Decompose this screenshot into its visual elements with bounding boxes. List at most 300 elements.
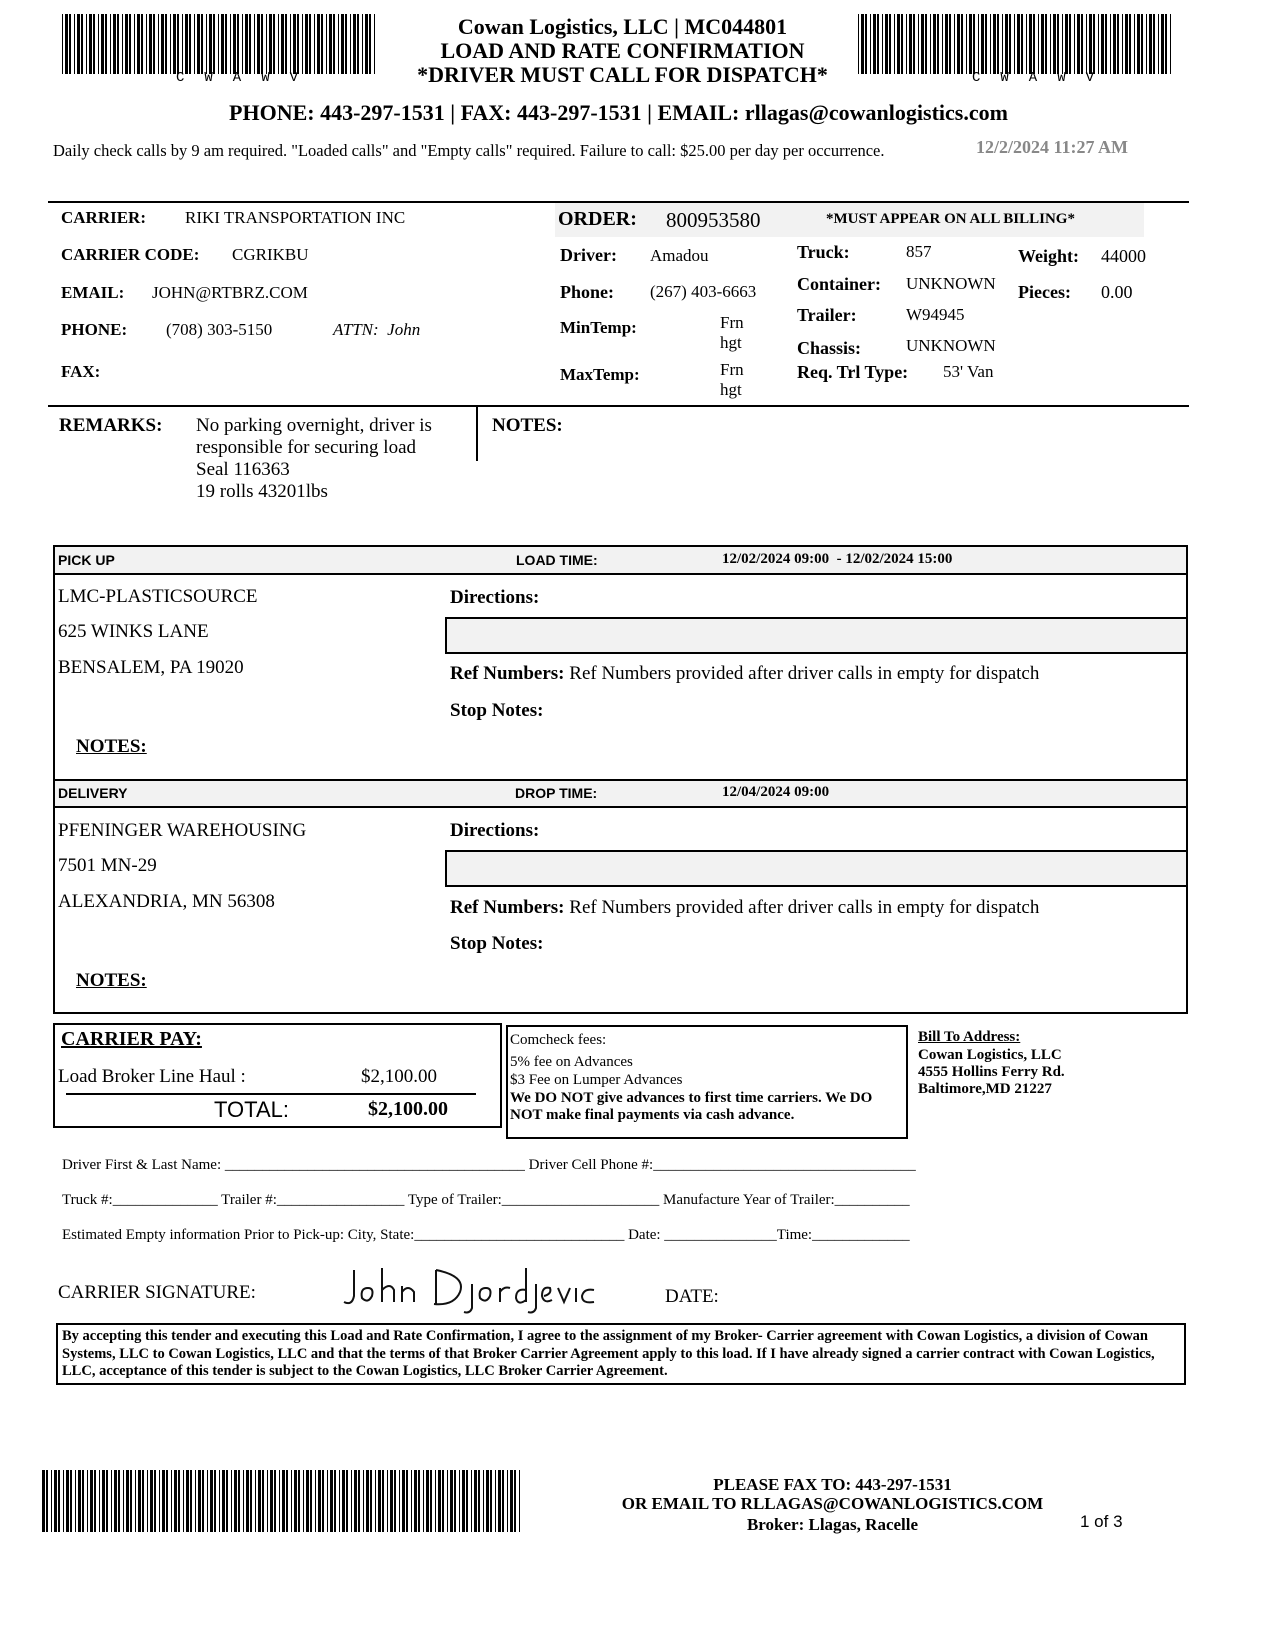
- barcode-bar: [414, 1470, 417, 1532]
- barcode-bar: [178, 1470, 180, 1532]
- barcode-bar: [113, 14, 116, 74]
- barcode-bar: [201, 14, 203, 74]
- barcode-bar: [1026, 14, 1027, 74]
- carrier-label: CARRIER:: [61, 208, 146, 227]
- carrier-name: RIKI TRANSPORTATION INC: [185, 208, 406, 227]
- barcode-bar: [162, 1470, 165, 1532]
- barcode-bar: [273, 14, 275, 74]
- total-value: $2,100.00: [368, 1098, 448, 1120]
- bill-to-line-3: Baltimore,MD 21227: [918, 1081, 1052, 1097]
- barcode-bar: [338, 14, 339, 74]
- barcode-bar: [1005, 14, 1008, 74]
- barcode-bar: [1089, 14, 1092, 74]
- barcode-bar: [302, 14, 303, 74]
- barcode-bar: [918, 14, 919, 74]
- barcode-bar: [1146, 14, 1147, 74]
- barcode-bar: [186, 1470, 189, 1532]
- barcode-bar: [126, 1470, 129, 1532]
- chassis-value: UNKNOWN: [906, 336, 996, 355]
- barcode-bar: [110, 14, 111, 74]
- notes-label: NOTES:: [492, 415, 563, 436]
- barcode-bar: [1141, 14, 1143, 74]
- barcode-bar: [1038, 14, 1039, 74]
- barcode-bar: [1057, 14, 1059, 74]
- req-trailer-type-value: 53' Van: [943, 362, 994, 381]
- barcode-bar: [858, 14, 859, 74]
- barcode-left: [62, 14, 380, 74]
- barcode-bar: [423, 1470, 424, 1532]
- barcode-bar: [310, 1470, 312, 1532]
- barcode-bar: [966, 14, 967, 74]
- drop-time-label: DROP TIME:: [515, 785, 598, 801]
- barcode-bar: [466, 1470, 468, 1532]
- barcode-bar: [93, 14, 95, 74]
- barcode-bar: [495, 1470, 496, 1532]
- pickup-stop-notes-label: Stop Notes:: [450, 700, 544, 721]
- pickup-city: BENSALEM, PA 19020: [58, 657, 244, 678]
- barcode-bar: [933, 14, 936, 74]
- company-line: Cowan Logistics, LLC | MC044801: [457, 14, 788, 39]
- barcode-bar: [246, 1470, 249, 1532]
- barcode-bar: [978, 14, 979, 74]
- pickup-ref-numbers: [450, 663, 1039, 685]
- remarks-line-4: 19 rolls 43201lbs: [196, 481, 328, 502]
- barcode-bar: [290, 14, 291, 74]
- agreement-text: By accepting this tender and executing this Load and Rate Confirmation, I agree to the assignment of my Broker- Carrier agreement with Cowan Logistics, a division of Cowan Systems, LLC to Cowan Logistics, LLC and that the terms of that Broker Carrier Agreement apply to this load. If I have already signed a carrier contract with Cowan Logistics, LLC, acceptance of this tender is subject to the Cowan Logistics, LLC Broker Carrier Agreement.: [62, 1328, 1155, 1379]
- barcode-bar: [350, 14, 351, 74]
- delivery-name: PFENINGER WAREHOUSING: [58, 820, 307, 841]
- barcode-bar: [1053, 14, 1056, 74]
- barcode-bar: [222, 1470, 225, 1532]
- barcode-bar: [498, 1470, 501, 1532]
- barcode-bar: [375, 1470, 376, 1532]
- pickup-notes-label: NOTES:: [76, 736, 147, 757]
- barcode-bar: [81, 14, 83, 74]
- pickup-directions-field: [445, 617, 1188, 654]
- barcode-bar: [159, 1470, 160, 1532]
- barcode-bar: [158, 14, 159, 74]
- barcode-bar: [318, 1470, 321, 1532]
- ref-numbers-value: Ref Numbers provided after driver calls in empty for dispatch: [569, 663, 1040, 684]
- barcode-bar: [62, 14, 63, 74]
- comcheck-title: Comcheck fees:: [510, 1032, 607, 1048]
- barcode-bar: [249, 14, 251, 74]
- barcode-bar: [894, 14, 895, 74]
- barcode-bar: [1165, 14, 1167, 74]
- delivery-stop-notes-label: Stop Notes:: [450, 933, 544, 954]
- barcode-bar: [89, 14, 92, 74]
- barcode-bar: [114, 1470, 117, 1532]
- barcode-bar: [293, 14, 296, 74]
- barcode-bar: [882, 14, 883, 74]
- barcode-bar: [1129, 14, 1131, 74]
- barcode-bar: [1153, 14, 1155, 74]
- barcode-bar: [314, 14, 315, 74]
- drop-time-value: 12/04/2024 09:00: [722, 784, 830, 800]
- contact-line: PHONE: 443-297-1531 | FAX: 443-297-1531 | EMAIL: rllagas@cowanlogistics.com: [229, 100, 1008, 125]
- driver-name-form-line[interactable]: Driver First & Last Name: ________________________________________ Driver Cell Phone #:___________________________________: [62, 1157, 916, 1173]
- barcode-bar: [153, 14, 155, 74]
- truck-value: 857: [906, 242, 932, 261]
- barcode-bar: [270, 1470, 273, 1532]
- barcode-bar: [901, 14, 903, 74]
- barcode-bar: [238, 1470, 240, 1532]
- barcode-bar: [75, 1470, 76, 1532]
- divider: [48, 405, 1189, 407]
- barcode-bar: [255, 1470, 256, 1532]
- barcode-bar: [58, 1470, 60, 1532]
- barcode-bar: [870, 14, 871, 74]
- barcode-bar: [282, 1470, 285, 1532]
- barcode-bar: [309, 14, 311, 74]
- barcode-bar: [430, 1470, 432, 1532]
- line-haul-value: $2,100.00: [361, 1066, 437, 1087]
- check-calls-note: Daily check calls by 9 am required. "Loaded calls" and "Empty calls" required. Failure to call: $25.00 per day per occurrence.: [53, 141, 885, 160]
- barcode-bar: [87, 1470, 88, 1532]
- barcode-bar: [442, 1470, 444, 1532]
- barcode-bar: [274, 1470, 276, 1532]
- barcode-bar: [209, 14, 212, 74]
- barcode-bar: [65, 14, 68, 74]
- barcode-bar: [909, 14, 912, 74]
- barcode-bar: [990, 14, 991, 74]
- barcode-bar: [303, 1470, 304, 1532]
- barcode-bar: [1029, 14, 1032, 74]
- delivery-city: ALEXANDRIA, MN 56308: [58, 891, 275, 912]
- barcode-bar: [411, 1470, 412, 1532]
- barcode-bar: [278, 14, 279, 74]
- carrier-signature-label: CARRIER SIGNATURE:: [58, 1282, 256, 1303]
- barcode-bar: [327, 1470, 328, 1532]
- barcode-bar: [182, 14, 183, 74]
- barcode-bar: [122, 14, 123, 74]
- page-number: 1 of 3: [1080, 1512, 1123, 1531]
- barcode-bar: [438, 1470, 441, 1532]
- bill-to-line-2: 4555 Hollins Ferry Rd.: [918, 1064, 1065, 1080]
- chassis-label: Chassis:: [797, 338, 862, 358]
- barcode-bar: [1170, 14, 1171, 74]
- mintemp-value-2: hgt: [720, 333, 742, 352]
- comcheck-line-1: 5% fee on Advances: [510, 1054, 633, 1070]
- maxtemp-label: MaxTemp:: [560, 365, 640, 384]
- barcode-bar: [330, 1470, 333, 1532]
- barcode-bar: [985, 14, 987, 74]
- barcode-bar: [502, 1470, 504, 1532]
- barcode-bar: [141, 14, 143, 74]
- total-label: TOTAL:: [214, 1097, 289, 1122]
- barcode-bar: [286, 1470, 288, 1532]
- barcode-bar: [462, 1470, 465, 1532]
- dispatch-note: *DRIVER MUST CALL FOR DISPATCH*: [417, 62, 828, 87]
- barcode-bar: [305, 14, 308, 74]
- barcode-bar: [341, 14, 344, 74]
- barcode-bar: [921, 14, 924, 74]
- footer-broker: Broker: Llagas, Racelle: [746, 1515, 919, 1534]
- barcode-bar: [333, 14, 335, 74]
- pieces-label: Pieces:: [1018, 282, 1071, 302]
- barcode-bar: [1009, 14, 1011, 74]
- barcode-bar: [149, 14, 152, 74]
- barcode-bar: [906, 14, 907, 74]
- barcode-bar: [873, 14, 876, 74]
- barcode-bar: [865, 14, 867, 74]
- barcode-bar: [63, 1470, 64, 1532]
- barcode-bar: [257, 14, 260, 74]
- barcode-bar: [42, 1470, 45, 1532]
- barcode-bar: [889, 14, 891, 74]
- ref-numbers-label: Ref Numbers:: [450, 663, 565, 684]
- barcode-bar: [1137, 14, 1140, 74]
- barcode-bar: [98, 14, 99, 74]
- pieces-value: 0.00: [1101, 282, 1133, 302]
- barcode-bar: [1158, 14, 1159, 74]
- delivery-header: [55, 781, 1186, 808]
- container-value: UNKNOWN: [906, 274, 996, 293]
- barcode-bar: [342, 1470, 345, 1532]
- barcode-bar: [418, 1470, 420, 1532]
- barcode-bar: [357, 14, 359, 74]
- carrier-attn: ATTN: John: [333, 320, 421, 339]
- barcode-bar: [46, 1470, 48, 1532]
- barcode-bar: [1069, 14, 1071, 74]
- barcode-bar: [219, 1470, 220, 1532]
- barcode-bar: [394, 1470, 396, 1532]
- signature-scribble: [340, 1262, 600, 1316]
- phone-label: PHONE:: [61, 320, 128, 339]
- barcode-bar: [185, 14, 188, 74]
- barcode-bar: [1050, 14, 1051, 74]
- barcode-bar: [315, 1470, 316, 1532]
- barcode-bar: [387, 1470, 388, 1532]
- barcode-bar: [137, 14, 140, 74]
- barcode-bar: [1021, 14, 1023, 74]
- driver-label: Driver:: [560, 245, 617, 265]
- barcode-bar: [183, 1470, 184, 1532]
- delivery-label: DELIVERY: [58, 785, 128, 801]
- barcode-bar: [125, 14, 128, 74]
- ref-numbers-label: Ref Numbers:: [450, 897, 565, 918]
- bill-to-label: Bill To Address:: [918, 1029, 1021, 1045]
- barcode-bar: [478, 1470, 480, 1532]
- barcode-bar: [111, 1470, 112, 1532]
- barcode-bar: [1117, 14, 1119, 74]
- barcode-bar: [90, 1470, 93, 1532]
- barcode-bar: [298, 1470, 300, 1532]
- barcode-bar: [1093, 14, 1095, 74]
- barcode-bar: [165, 14, 167, 74]
- maxtemp-value-2: hgt: [720, 380, 742, 399]
- barcode-bar: [254, 14, 255, 74]
- barcode-bar: [1045, 14, 1047, 74]
- driver-name: Amadou: [650, 246, 709, 265]
- barcode-bar: [146, 14, 147, 74]
- barcode-bar: [351, 1470, 352, 1532]
- barcode-bar: [1098, 14, 1099, 74]
- barcode-bar: [973, 14, 975, 74]
- barcode-bar: [135, 1470, 136, 1532]
- barcode-bar: [1017, 14, 1020, 74]
- barcode-bar: [363, 1470, 364, 1532]
- barcode-bar: [242, 14, 243, 74]
- maxtemp-value-1: Frn: [720, 360, 744, 379]
- carrier-code: CGRIKBU: [232, 245, 309, 264]
- barcode-bar: [317, 14, 320, 74]
- load-time-label: LOAD TIME:: [516, 552, 598, 568]
- empty-info-form-line[interactable]: Estimated Empty information Prior to Pick-up: City, State:____________________________ Date: _______________Time:_____________: [62, 1227, 910, 1243]
- barcode-bar: [447, 1470, 448, 1532]
- barcode-bar: [202, 1470, 204, 1532]
- truck-label: Truck:: [797, 242, 850, 262]
- barcode-bar: [490, 1470, 492, 1532]
- barcode-bar: [930, 14, 931, 74]
- barcode-bar: [105, 14, 107, 74]
- divider: [476, 407, 478, 461]
- barcode-bar: [997, 14, 999, 74]
- carrier-email: JOHN@RTBRZ.COM: [152, 283, 308, 302]
- pickup-name: LMC-PLASTICSOURCE: [58, 586, 258, 607]
- barcode-bar: [1122, 14, 1123, 74]
- pickup-header: [55, 547, 1186, 575]
- barcode-bar: [267, 1470, 268, 1532]
- barcode-bar: [66, 1470, 69, 1532]
- barcode-bar: [1065, 14, 1068, 74]
- barcode-bar: [993, 14, 996, 74]
- barcode-bar: [961, 14, 963, 74]
- barcode-bar: [70, 1470, 72, 1532]
- pickup-directions-label: Directions:: [450, 587, 540, 608]
- barcode-bar: [117, 14, 119, 74]
- barcode-bar: [1014, 14, 1015, 74]
- barcode-bar: [507, 1470, 508, 1532]
- truck-form-line[interactable]: Truck #:______________ Trailer #:_________________ Type of Trailer:_____________________ Manufacture Year of Trailer:__________: [62, 1192, 910, 1208]
- container-label: Container:: [797, 274, 881, 294]
- barcode-bar: [877, 14, 879, 74]
- timestamp: 12/2/2024 11:27 AM: [976, 137, 1128, 157]
- remarks-line-1: No parking overnight, driver is: [196, 415, 432, 436]
- barcode-bar: [378, 1470, 381, 1532]
- barcode-bar: [981, 14, 984, 74]
- barcode-bar: [285, 14, 287, 74]
- barcode-bar: [1033, 14, 1035, 74]
- barcode-bar: [118, 1470, 120, 1532]
- barcode-bar: [226, 1470, 228, 1532]
- document-title: LOAD AND RATE CONFIRMATION: [440, 38, 805, 63]
- barcode-bar: [486, 1470, 489, 1532]
- barcode-bar: [198, 1470, 201, 1532]
- barcode-right: [858, 14, 1176, 74]
- barcode-bar: [390, 1470, 393, 1532]
- barcode-bar: [231, 1470, 232, 1532]
- barcode-bar: [250, 1470, 252, 1532]
- trailer-value: W94945: [906, 305, 965, 324]
- carrier-signature: [340, 1262, 600, 1321]
- barcode-bar: [150, 1470, 153, 1532]
- barcode-bar: [291, 1470, 292, 1532]
- mintemp-label: MinTemp:: [560, 318, 637, 337]
- line-haul-label: Load Broker Line Haul :: [58, 1066, 246, 1087]
- barcode-bar: [218, 14, 219, 74]
- barcode-bar: [945, 14, 948, 74]
- barcode-bar: [374, 14, 375, 74]
- weight-value: 44000: [1101, 246, 1146, 266]
- barcode-bar: [957, 14, 960, 74]
- barcode-bar: [207, 1470, 208, 1532]
- barcode-bar: [510, 1470, 513, 1532]
- barcode-bar: [1062, 14, 1063, 74]
- barcode-bar: [954, 14, 955, 74]
- barcode-bar: [197, 14, 200, 74]
- barcode-bar: [161, 14, 164, 74]
- barcode-bar: [106, 1470, 108, 1532]
- barcode-bar: [99, 1470, 100, 1532]
- barcode-bar: [402, 1470, 405, 1532]
- barcode-bar: [1086, 14, 1087, 74]
- barcode-bar: [237, 14, 239, 74]
- barcode-bar: [474, 1470, 477, 1532]
- barcode-bar: [258, 1470, 261, 1532]
- barcode-bar: [1101, 14, 1104, 74]
- barcode-bar: [243, 1470, 244, 1532]
- barcode-bar: [101, 14, 104, 74]
- barcode-bar: [326, 14, 327, 74]
- barcode-bar: [174, 1470, 177, 1532]
- barcode-bar: [1077, 14, 1080, 74]
- barcode-bar: [230, 14, 231, 74]
- barcode-bar: [233, 14, 236, 74]
- barcode-bar: [82, 1470, 84, 1532]
- barcode-bar: [454, 1470, 456, 1532]
- weight-label: Weight:: [1018, 246, 1079, 266]
- barcode-bar: [354, 1470, 357, 1532]
- barcode-bar: [334, 1470, 336, 1532]
- barcode-bar: [206, 14, 207, 74]
- barcode-bar: [942, 14, 943, 74]
- barcode-bar: [194, 14, 195, 74]
- barcode-bar: [54, 1470, 57, 1532]
- barcode-bar: [154, 1470, 156, 1532]
- barcode-bar: [1161, 14, 1164, 74]
- barcode-footer: [42, 1470, 526, 1532]
- mintemp-value-1: Frn: [720, 313, 744, 332]
- barcode-bar: [129, 14, 131, 74]
- barcode-bar: [77, 14, 80, 74]
- barcode-bar: [1110, 14, 1111, 74]
- delivery-ref-numbers: [450, 897, 1039, 919]
- barcode-bar: [102, 1470, 105, 1532]
- barcode-bar: [69, 14, 71, 74]
- barcode-bar: [346, 1470, 348, 1532]
- barcode-bar: [142, 1470, 144, 1532]
- barcode-bar: [1149, 14, 1152, 74]
- barcode-bar: [297, 14, 299, 74]
- barcode-bar: [339, 1470, 340, 1532]
- barcode-bar: [171, 1470, 172, 1532]
- comcheck-line-2: $3 Fee on Lumper Advances: [510, 1072, 683, 1088]
- comcheck-policy: We DO NOT give advances to first time carriers. We DO NOT make final payments via cash advance.: [510, 1090, 873, 1123]
- barcode-bar: [366, 1470, 369, 1532]
- barcode-bar: [130, 1470, 132, 1532]
- remarks-line-2: responsible for securing load: [196, 437, 417, 458]
- pickup-street: 625 WINKS LANE: [58, 621, 209, 642]
- barcode-bar: [459, 1470, 460, 1532]
- delivery-directions-field: [445, 850, 1188, 887]
- barcode-bar: [519, 1470, 520, 1532]
- email-label: EMAIL:: [61, 283, 125, 302]
- barcode-bar: [51, 1470, 52, 1532]
- barcode-bar: [406, 1470, 408, 1532]
- barcode-bar: [362, 14, 363, 74]
- carrier-code-label: CARRIER CODE:: [61, 245, 200, 264]
